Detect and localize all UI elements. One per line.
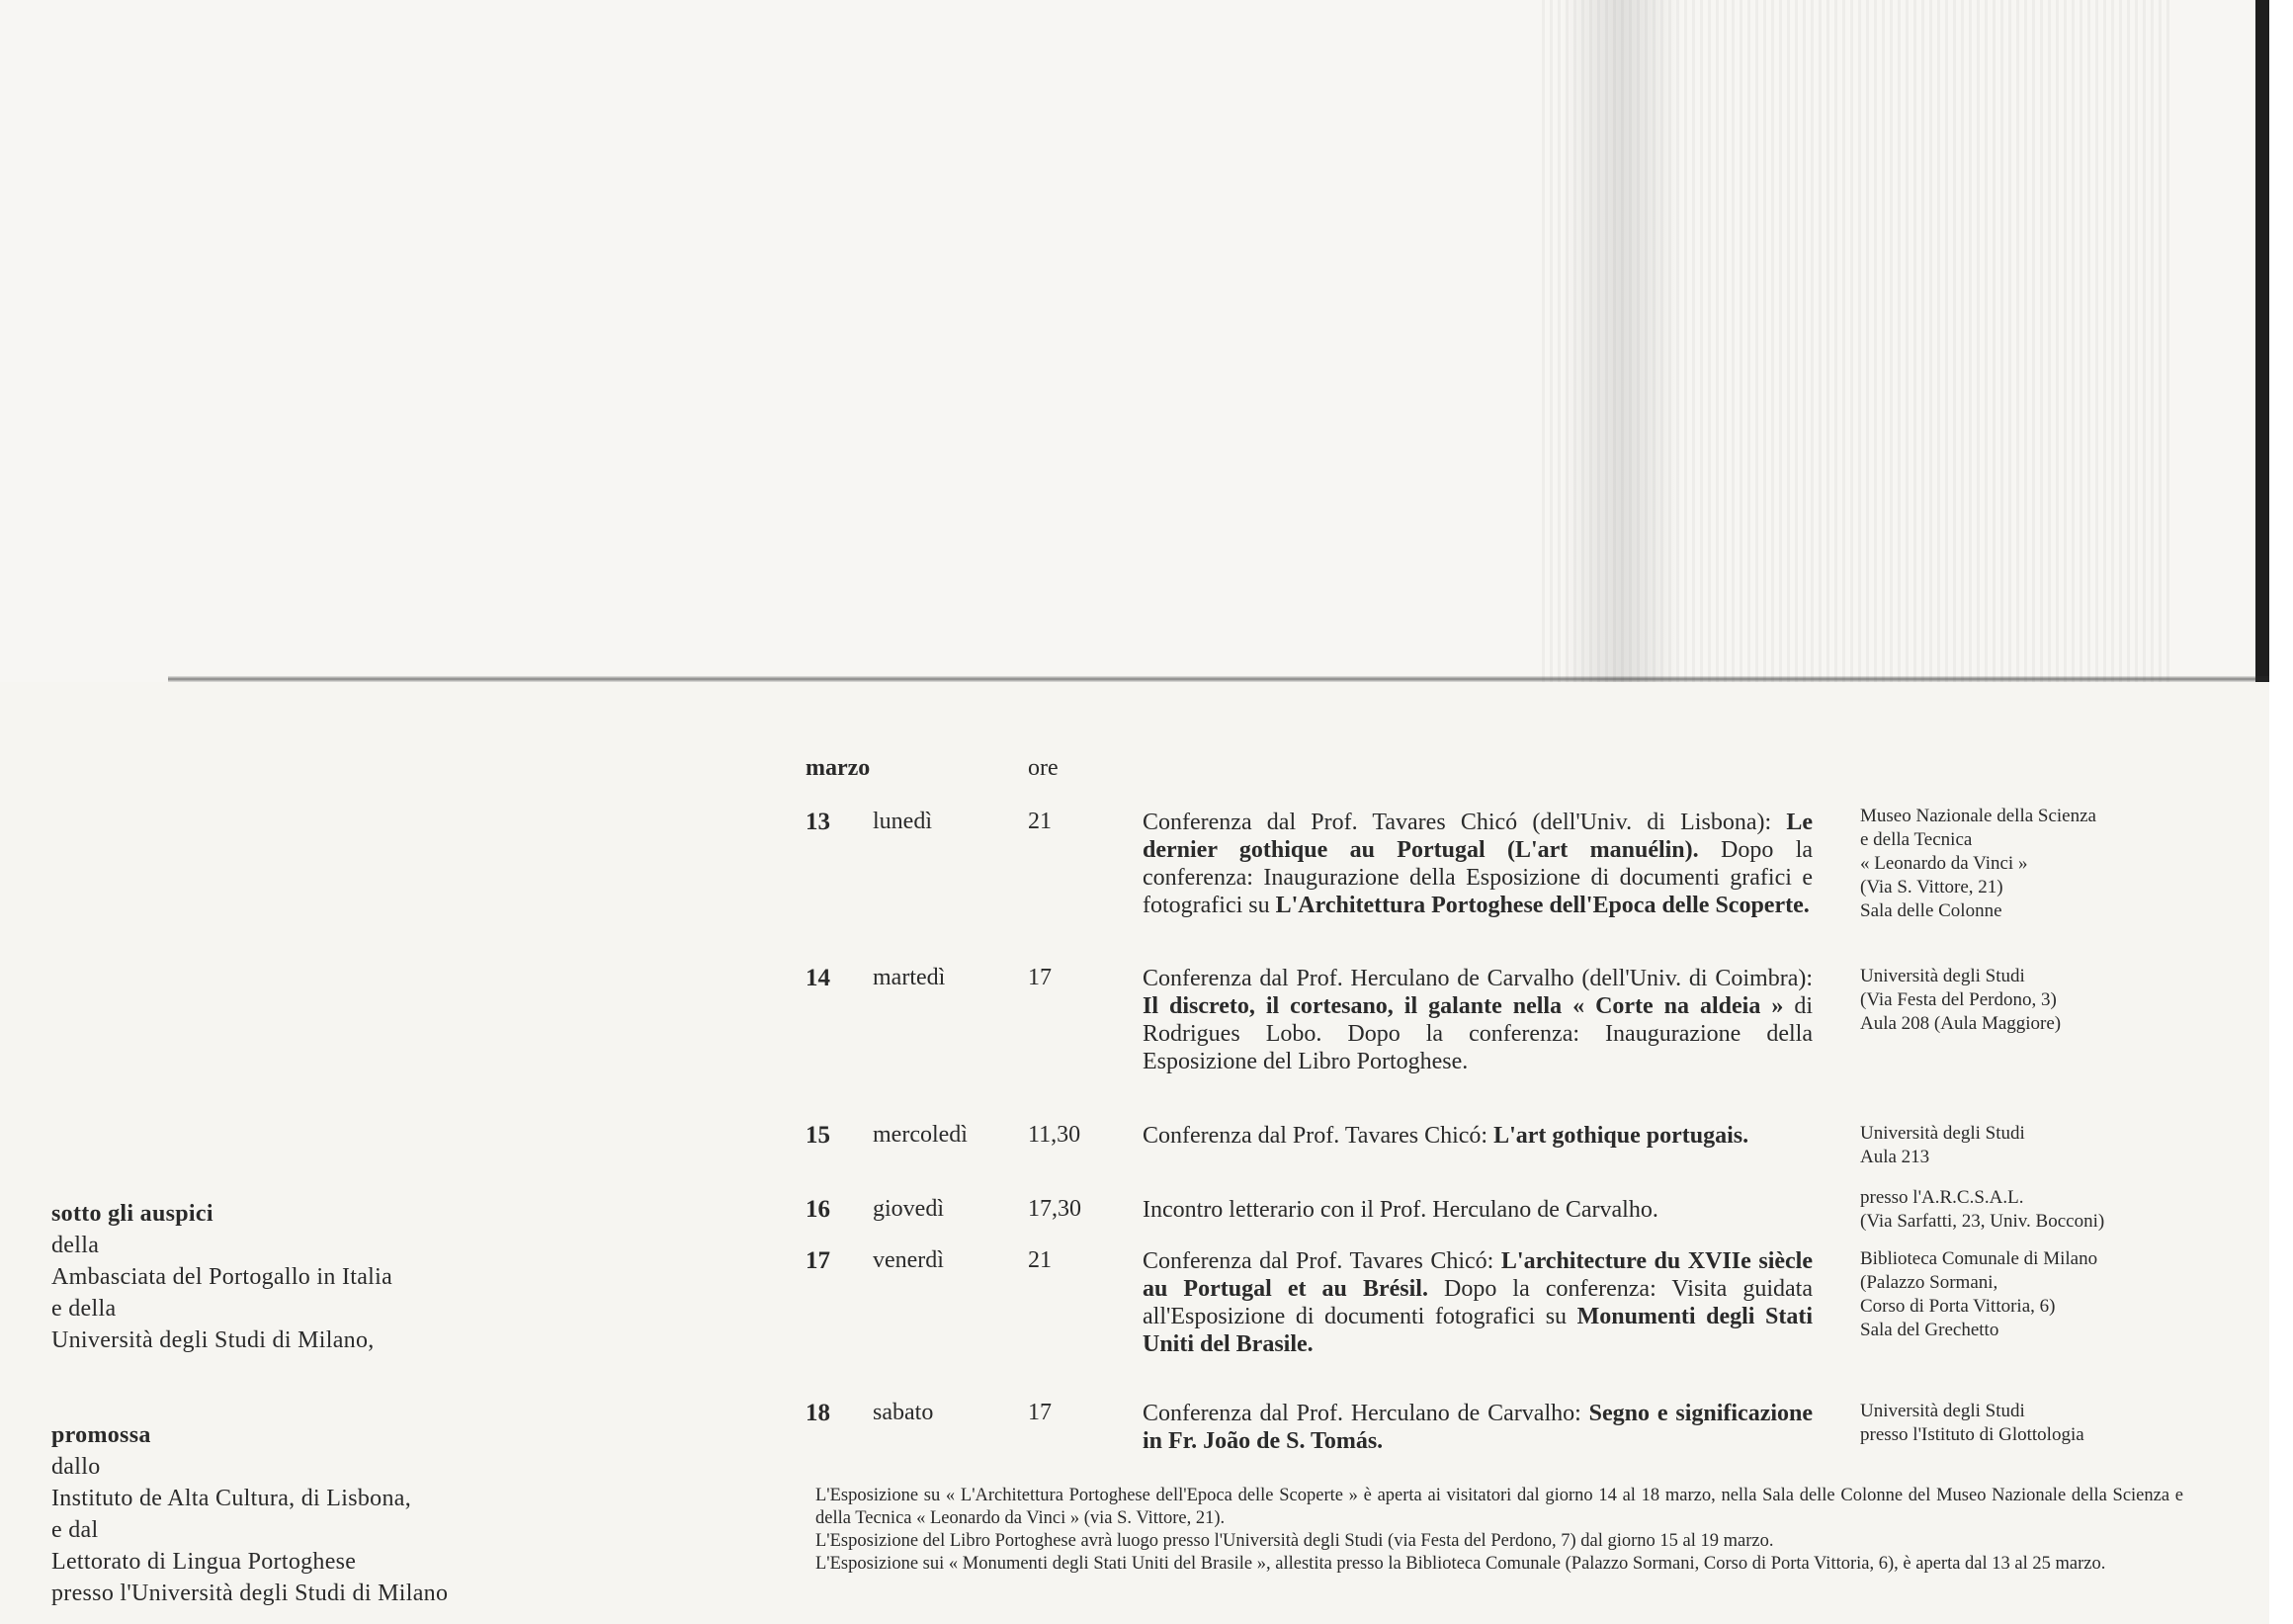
event-title: Monumenti degli Stati Uniti del Brasile. [1143,1304,1813,1357]
place-line: (Via Festa del Perdono, 3) [1860,989,2057,1010]
auspici-line: e della [51,1296,117,1322]
event-text: Conferenza dal Prof. Tavares Chicó: [1143,1248,1501,1274]
event-description [1143,1247,1813,1358]
place-line: Sala del Grechetto [1860,1320,1999,1340]
weekday: martedì [873,965,946,990]
time: 17 [1028,1400,1052,1425]
event-title: L'art gothique portugais. [1493,1123,1749,1149]
day-number: 14 [806,965,830,991]
event-place [1860,1122,2206,1169]
place-line: Museo Nazionale della Scienza [1860,806,2096,826]
event-text: di Rodrigues Lobo. Dopo la conferenza: Inaugurazione della Esposizione del Libro Portoghese. [1143,993,1813,1074]
day-number: 13 [806,809,830,835]
event-text: Conferenza dal Prof. Herculano de Carvalho: [1143,1401,1589,1426]
auspici-heading: sotto gli auspici [51,1201,213,1227]
event-place [1860,965,2206,1036]
promossa-line: e dal [51,1517,99,1543]
event-text: Conferenza dal Prof. Tavares Chicó (dell'Univ. di Lisbona): [1143,810,1787,835]
place-line: « Leonardo da Vinci » [1860,853,2028,874]
place-line: Aula 208 (Aula Maggiore) [1860,1013,2062,1034]
event-title: L'architecture du XVIIe siècle au Portugal et au Brésil. [1143,1248,1813,1302]
time: 11,30 [1028,1122,1081,1148]
time: 21 [1028,1247,1052,1273]
place-line: Università degli Studi [1860,966,2025,986]
auspici-line: Università degli Studi di Milano, [51,1327,375,1353]
day-number: 18 [806,1400,830,1426]
promossa-heading: promossa [51,1422,151,1448]
event-text: Dopo la conferenza: Inaugurazione della Esposizione di documenti grafici e fotografici su [1143,837,1814,918]
time: 17,30 [1028,1196,1081,1222]
exhibition-note: L'Esposizione su « L'Architettura Portoghese dell'Epoca delle Scoperte » è aperta ai visitatori dal giorno 14 al 18 marzo, nella Sala delle Colonne del Museo Nazionale della Scienza e della Tecnica « Leonardo da Vinci » (via S. Vittore, 21). [815,1486,2183,1528]
event-title: Segno e significazione in Fr. João de S. Tomás. [1143,1401,1814,1454]
place-line: presso l'Istituto di Glottologia [1860,1424,2084,1445]
event-place [1860,1247,2206,1342]
event-description [1143,1400,1813,1455]
place-line: presso l'A.R.C.S.A.L. [1860,1187,2024,1208]
event-description [1143,809,1813,919]
weekday: venerdì [873,1247,944,1273]
weekday: giovedì [873,1196,944,1222]
event-text: Incontro letterario con il Prof. Herculano de Carvalho. [1143,1197,1658,1223]
day-number: 15 [806,1122,830,1149]
promossa-line: Instituto de Alta Cultura, di Lisbona, [51,1486,412,1511]
patronage-block [51,1198,605,1609]
event-title: Il discreto, il cortesano, il galante nella « Corte na aldeia » [1143,993,1784,1019]
promossa-line: Lettorato di Lingua Portoghese [51,1549,357,1575]
place-line: Università degli Studi [1860,1123,2025,1144]
event-place [1860,1186,2206,1234]
place-line: (Via Sarfatti, 23, Univ. Bocconi) [1860,1211,2105,1232]
place-line: Aula 213 [1860,1147,1930,1167]
event-description [1143,1196,1813,1224]
exhibition-notes [815,1485,2183,1576]
auspici-line: Ambasciata del Portogallo in Italia [51,1264,393,1290]
auspici-line: della [51,1233,100,1258]
place-line: Sala delle Colonne [1860,900,2002,921]
event-text: Conferenza dal Prof. Tavares Chicó: [1143,1123,1494,1149]
day-number: 16 [806,1196,830,1223]
place-line: Università degli Studi [1860,1401,2025,1421]
event-description [1143,1122,1813,1150]
place-line: Biblioteca Comunale di Milano [1860,1248,2098,1269]
exhibition-note: L'Esposizione sui « Monumenti degli Stati Uniti del Brasile », allestita presso la Biblioteca Comunale (Palazzo Sormani, Corso di Porta Vittoria, 6), è aperta dal 13 al 25 marzo. [815,1554,2106,1574]
hour-header: ore [1028,755,1059,781]
event-description [1143,965,1813,1075]
place-line: (Via S. Vittore, 21) [1860,877,2003,897]
month-header: marzo [806,755,871,781]
page-margin-right [2269,0,2293,1624]
weekday: sabato [873,1400,934,1425]
time: 17 [1028,965,1052,990]
exhibition-note: L'Esposizione del Libro Portoghese avrà luogo presso l'Università degli Studi (via Festa del Perdono, 7) dal giorno 15 al 19 marzo. [815,1531,1774,1551]
place-line: Corso di Porta Vittoria, 6) [1860,1296,2056,1317]
weekday: mercoledì [873,1122,968,1148]
place-line: (Palazzo Sormani, [1860,1272,1998,1293]
place-line: e della Tecnica [1860,829,1973,850]
event-place [1860,1400,2206,1447]
event-text: Conferenza dal Prof. Herculano de Carvalho (dell'Univ. di Coimbra): [1143,966,1813,991]
event-place [1860,805,2206,923]
scan-shading-band [1562,0,1680,682]
event-title: Le dernier gothique au Portugal (L'art manuélin). [1143,810,1813,863]
day-number: 17 [806,1247,830,1274]
event-title: L'Architettura Portoghese dell'Epoca delle Scoperte. [1275,893,1810,918]
time: 21 [1028,809,1052,834]
promossa-line: presso l'Università degli Studi di Milano [51,1581,449,1606]
page-edge-shadow [2255,0,2269,682]
event-text: Dopo la conferenza: Visita guidata all'Esposizione di documenti fotografici su [1143,1276,1813,1329]
weekday: lunedì [873,809,932,834]
promossa-line: dallo [51,1454,101,1480]
